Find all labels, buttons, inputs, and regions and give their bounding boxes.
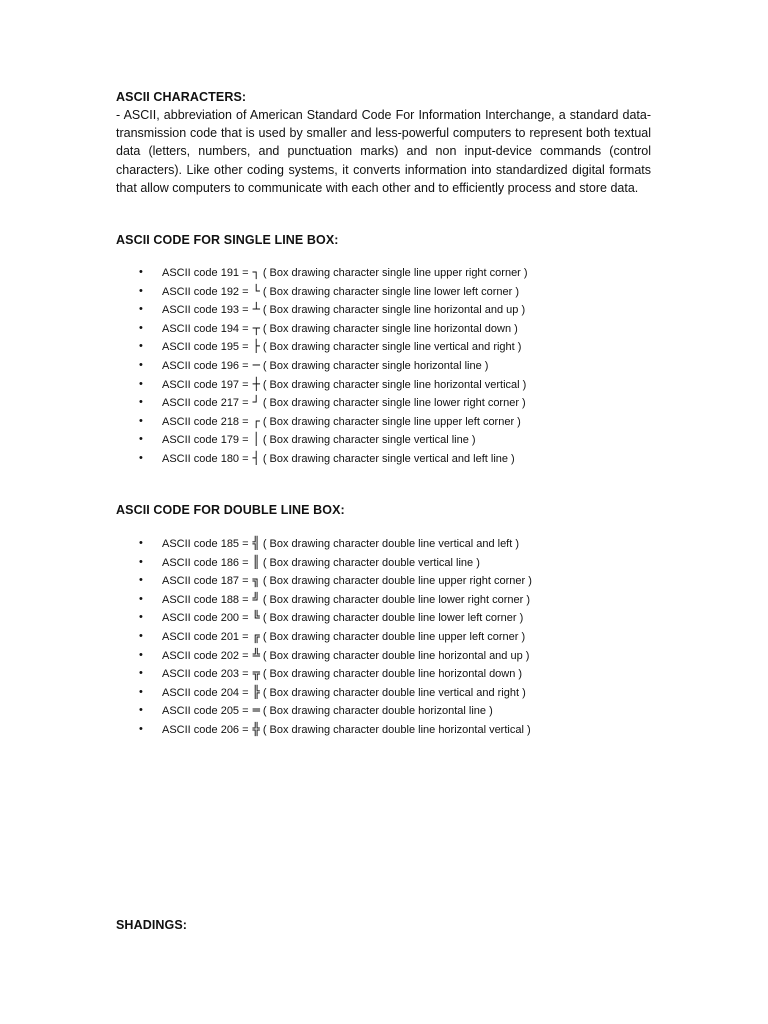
bullet-icon: • bbox=[139, 284, 143, 297]
section-heading-single-line-box: ASCII CODE FOR SINGLE LINE BOX: bbox=[116, 233, 339, 247]
ascii-code-label: ASCII code 195 = bbox=[162, 341, 249, 354]
list-item-text bbox=[162, 302, 525, 318]
glyph-description: ( Box drawing character double line horizontal down ) bbox=[262, 668, 523, 681]
box-drawing-glyph: ─ bbox=[252, 357, 260, 372]
bullet-icon: • bbox=[139, 592, 143, 605]
glyph-description: ( Box drawing character single line upper right corner ) bbox=[262, 267, 528, 279]
glyph-description: ( Box drawing character double vertical line ) bbox=[262, 556, 480, 569]
glyph-description: ( Box drawing character single line lower right corner ) bbox=[262, 397, 526, 410]
box-drawing-glyph: └ bbox=[252, 283, 260, 298]
bullet-icon: • bbox=[139, 451, 143, 464]
list-item-text bbox=[162, 377, 526, 393]
bullet-icon: • bbox=[139, 555, 143, 568]
list-item-text bbox=[162, 722, 531, 738]
glyph-description: ( Box drawing character double line lower left corner ) bbox=[262, 612, 524, 625]
ascii-code-label: ASCII code 193 = bbox=[162, 304, 249, 317]
bullet-icon: • bbox=[139, 396, 143, 409]
glyph-description: ( Box drawing character double line horizontal and up ) bbox=[262, 649, 530, 662]
list-item-text bbox=[162, 358, 488, 374]
list-item-text bbox=[162, 339, 521, 355]
ascii-code-label: ASCII code 200 = bbox=[162, 612, 249, 625]
box-drawing-glyph: ╚ bbox=[252, 610, 260, 625]
list-item-text bbox=[162, 610, 523, 626]
bullet-icon: • bbox=[139, 433, 143, 446]
glyph-description: ( Box drawing character single line horizontal vertical ) bbox=[262, 378, 527, 391]
box-drawing-glyph: ╩ bbox=[252, 647, 260, 662]
glyph-description: ( Box drawing character double line lower right corner ) bbox=[262, 593, 531, 606]
ascii-code-label: ASCII code 187 = bbox=[162, 575, 249, 588]
ascii-code-label: ASCII code 196 = bbox=[162, 359, 249, 372]
list-item-text bbox=[162, 648, 529, 664]
bullet-icon: • bbox=[139, 321, 143, 334]
ascii-code-label: ASCII code 204 = bbox=[162, 686, 249, 699]
list-item-text bbox=[162, 432, 476, 448]
list-item-text bbox=[162, 573, 532, 589]
bullet-icon: • bbox=[139, 722, 143, 735]
list-item-text bbox=[162, 414, 521, 430]
ascii-code-label: ASCII code 205 = bbox=[162, 705, 249, 718]
ascii-code-label: ASCII code 217 = bbox=[162, 397, 249, 410]
ascii-code-label: ASCII code 203 = bbox=[162, 668, 249, 681]
list-item-text bbox=[162, 536, 519, 552]
glyph-description: ( Box drawing character single line upper left corner ) bbox=[262, 415, 521, 428]
glyph-description: ( Box drawing character single vertical and left line ) bbox=[262, 452, 515, 465]
bullet-icon: • bbox=[139, 667, 143, 680]
ascii-code-label: ASCII code 179 = bbox=[162, 434, 249, 447]
list-item-text bbox=[162, 666, 522, 682]
box-drawing-glyph: ╦ bbox=[252, 666, 260, 681]
intro-paragraph: - ASCII, abbreviation of American Standard Code For Information Interchange, a standard data-transmission code that is used by smaller and less-powerful computers to represent both textual data (letters, numbers, and punctuation marks) and non input-device commands (control characters). Like other coding systems, it converts information into standardized digital formats that allow computers to communicate with each other and to efficiently process and store data. bbox=[116, 108, 651, 195]
glyph-description: ( Box drawing character double horizontal line ) bbox=[262, 705, 493, 718]
ascii-code-label: ASCII code 180 = bbox=[162, 452, 249, 465]
ascii-code-label: ASCII code 194 = bbox=[162, 322, 249, 335]
ascii-code-label: ASCII code 185 = bbox=[162, 538, 249, 550]
ascii-code-label: ASCII code 186 = bbox=[162, 556, 249, 569]
bullet-icon: • bbox=[139, 358, 143, 371]
bullet-icon: • bbox=[139, 377, 143, 390]
glyph-description: ( Box drawing character single line lower left corner ) bbox=[262, 285, 519, 298]
box-drawing-glyph: ┤ bbox=[252, 450, 260, 465]
bullet-icon: • bbox=[139, 611, 143, 624]
list-item-text bbox=[162, 685, 526, 701]
box-drawing-glyph: ╬ bbox=[252, 721, 260, 736]
list-item-text bbox=[162, 555, 480, 571]
box-drawing-glyph: ┬ bbox=[252, 320, 260, 335]
glyph-description: ( Box drawing character single line vertical and right ) bbox=[262, 341, 522, 354]
glyph-description: ( Box drawing character double line vertical and left ) bbox=[262, 538, 520, 550]
ascii-code-label: ASCII code 201 = bbox=[162, 630, 249, 643]
list-item-text bbox=[162, 265, 528, 281]
section-heading-double-line-box: ASCII CODE FOR DOUBLE LINE BOX: bbox=[116, 503, 345, 517]
box-drawing-glyph: ╣ bbox=[252, 536, 260, 550]
bullet-icon: • bbox=[139, 648, 143, 661]
box-drawing-glyph: ╔ bbox=[252, 628, 260, 643]
box-drawing-glyph: ┴ bbox=[252, 302, 260, 317]
section-heading-shadings: SHADINGS: bbox=[116, 918, 188, 932]
box-drawing-glyph: ┘ bbox=[252, 395, 260, 410]
bullet-icon: • bbox=[139, 685, 143, 698]
box-drawing-glyph: ╝ bbox=[252, 591, 260, 606]
glyph-description: ( Box drawing character single line horizontal down ) bbox=[262, 322, 518, 335]
list-item-text bbox=[162, 284, 519, 300]
bullet-icon: • bbox=[139, 574, 143, 587]
glyph-description: ( Box drawing character single horizontal line ) bbox=[262, 359, 489, 372]
glyph-description: ( Box drawing character double line upper left corner ) bbox=[262, 630, 526, 643]
bullet-icon: • bbox=[139, 303, 143, 316]
box-drawing-glyph: ╗ bbox=[252, 573, 260, 588]
list-item-text bbox=[162, 629, 525, 645]
list-item-text bbox=[162, 321, 518, 337]
glyph-description: ( Box drawing character double line vertical and right ) bbox=[262, 686, 526, 699]
box-drawing-glyph: ┐ bbox=[252, 265, 260, 279]
glyph-description: ( Box drawing character double line upper right corner ) bbox=[262, 575, 532, 588]
box-drawing-glyph: │ bbox=[252, 432, 260, 447]
glyph-description: ( Box drawing character double line horizontal vertical ) bbox=[262, 723, 531, 736]
bullet-icon: • bbox=[139, 537, 143, 549]
box-drawing-glyph: ├ bbox=[252, 339, 260, 354]
list-item-text bbox=[162, 592, 530, 608]
ascii-code-label: ASCII code 191 = bbox=[162, 267, 249, 279]
box-drawing-glyph: ═ bbox=[252, 703, 260, 718]
glyph-description: ( Box drawing character single line horizontal and up ) bbox=[262, 304, 526, 317]
box-drawing-glyph: ┌ bbox=[252, 413, 260, 428]
ascii-code-label: ASCII code 188 = bbox=[162, 593, 249, 606]
bullet-icon: • bbox=[139, 629, 143, 642]
glyph-description: ( Box drawing character single vertical line ) bbox=[262, 434, 476, 447]
bullet-icon: • bbox=[139, 414, 143, 427]
bullet-icon: • bbox=[139, 704, 143, 717]
section-heading-ascii-characters: ASCII CHARACTERS: bbox=[116, 90, 247, 104]
ascii-code-label: ASCII code 202 = bbox=[162, 649, 249, 662]
list-item-text bbox=[162, 703, 493, 719]
box-drawing-glyph: ┼ bbox=[252, 376, 260, 391]
bullet-icon: • bbox=[139, 340, 143, 353]
bullet-icon: • bbox=[139, 266, 143, 278]
list-item-text bbox=[162, 395, 526, 411]
ascii-code-label: ASCII code 218 = bbox=[162, 415, 249, 428]
ascii-code-label: ASCII code 197 = bbox=[162, 378, 249, 391]
box-drawing-glyph: ╠ bbox=[252, 684, 260, 699]
list-item-text bbox=[162, 451, 515, 467]
box-drawing-glyph: ║ bbox=[252, 554, 260, 569]
ascii-code-label: ASCII code 192 = bbox=[162, 285, 249, 298]
ascii-code-label: ASCII code 206 = bbox=[162, 723, 249, 736]
